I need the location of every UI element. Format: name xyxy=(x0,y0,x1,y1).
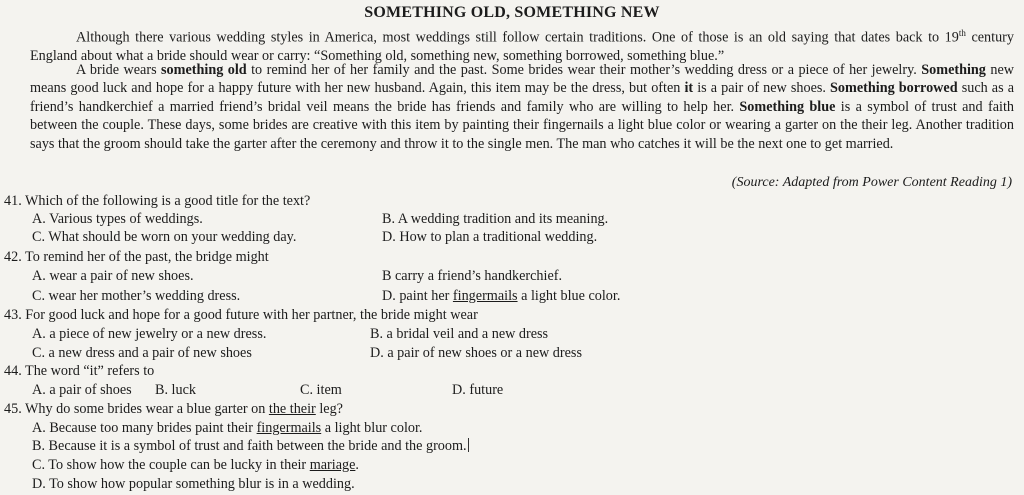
p2-text-2: to remind her of her family and the past. Some brides wear their mother’s wedding dress or a piece of her jewelry. xyxy=(246,62,922,78)
q45-a-text-2: a light blur color. xyxy=(321,420,423,436)
q45-stem-text-2: leg? xyxy=(315,401,343,417)
p1-superscript: th xyxy=(958,28,966,38)
question-43-option-c: C. a new dress and a pair of new shoes xyxy=(32,345,252,361)
question-45-option-d: D. To show how popular something blur is in a wedding. xyxy=(32,476,355,492)
question-42-option-a: A. wear a pair of new shoes. xyxy=(32,268,194,284)
question-45-option-b xyxy=(32,437,469,455)
q45-a-underlined: fingermails xyxy=(256,420,322,436)
question-44-stem: 44. The word “it” refers to xyxy=(4,363,155,379)
paragraph-2 xyxy=(30,61,1014,153)
question-43-option-a: A. a piece of new jewelry or a new dress. xyxy=(32,326,267,342)
q45-c-text-1: C. To show how the couple can be lucky in their xyxy=(32,457,310,473)
q45-stem-underlined: the their xyxy=(268,401,316,417)
p1-text-2: century England about what a bride should wear or carry: “Something old, something new, something borrowed, something blue.” xyxy=(30,29,1014,65)
question-41-option-b: B. A wedding tradition and its meaning. xyxy=(382,211,609,227)
p2-text-1: A bride wears xyxy=(76,62,162,78)
paragraph-1 xyxy=(30,24,1014,66)
q42-d-text-1: D. paint her xyxy=(382,288,453,304)
question-41-option-c: C. What should be worn on your wedding day. xyxy=(32,229,297,245)
q42-d-text-2: a light blue color. xyxy=(517,288,621,304)
p2-bold-5: Something blue xyxy=(739,98,836,115)
question-43-stem: 43. For good luck and hope for a good future with her partner, the bride might wear xyxy=(4,307,478,323)
p1-text-1: Although there various wedding styles in America, most weddings still follow certain traditions. One of those is an old saying that dates back to 19 xyxy=(76,29,959,46)
text-cursor xyxy=(468,438,469,452)
p2-bold-3: it xyxy=(684,80,694,97)
q45-c-text-2: . xyxy=(355,457,359,473)
question-41-stem: 41. Which of the following is a good title for the text? xyxy=(4,193,311,209)
question-45-option-a xyxy=(32,419,422,437)
question-41-option-d: D. How to plan a traditional wedding. xyxy=(382,229,598,245)
question-44-option-a: A. a pair of shoes xyxy=(32,382,132,398)
question-42-option-b: B carry a friend’s handkerchief. xyxy=(382,268,563,284)
p2-bold-2: Something xyxy=(921,62,986,78)
p2-bold-1: something old xyxy=(161,62,247,78)
question-42-option-c: C. wear her mother’s wedding dress. xyxy=(32,288,241,304)
question-45-option-c xyxy=(32,456,359,474)
p2-bold-4: Something borrowed xyxy=(830,80,958,97)
question-44-option-c: C. item xyxy=(300,382,342,398)
source-citation: (Source: Adapted from Power Content Reading 1) xyxy=(731,175,1012,190)
question-44-option-d: D. future xyxy=(452,382,504,398)
q45-c-underlined: mariage xyxy=(309,457,356,473)
passage-title: SOMETHING OLD, SOMETHING NEW xyxy=(364,4,660,21)
question-44-option-b: B. luck xyxy=(155,382,196,398)
q45-b-text: B. Because it is a symbol of trust and faith between the bride and the groom. xyxy=(32,438,467,454)
p2-text-6: is a symbol of trust and faith between the couple. These days, some brides are creative with this item by painting their fingernails a light blue color or wearing a garter on the their leg. Another tradition says that the groom should take the garter after the ceremony and throw it to the single men. The man who catches it will be the next one to get married. xyxy=(30,98,1014,152)
p2-text-4: is a pair of new shoes. xyxy=(693,80,831,97)
question-43-option-d: D. a pair of new shoes or a new dress xyxy=(370,345,582,361)
q45-a-text-1: A. Because too many brides paint their xyxy=(32,420,257,436)
question-43-option-b: B. a bridal veil and a new dress xyxy=(370,326,549,342)
p2-text-3: new means good luck and hope for a happy future with her new husband. Again, this item may be the dress, but often xyxy=(30,62,1014,97)
question-41-option-a: A. Various types of weddings. xyxy=(32,211,203,227)
q45-stem-text-1: 45. Why do some brides wear a blue garter on xyxy=(4,401,269,417)
p2-text-5: such as a friend’s handkerchief a married friend’s bridal veil means the bride has friends and family who are willing to help her. xyxy=(30,80,1014,115)
question-42-stem: 42. To remind her of the past, the bridge might xyxy=(4,249,269,265)
question-45-stem xyxy=(4,400,343,418)
q42-d-underlined: fingermails xyxy=(452,288,518,304)
question-42-option-d xyxy=(382,287,620,305)
